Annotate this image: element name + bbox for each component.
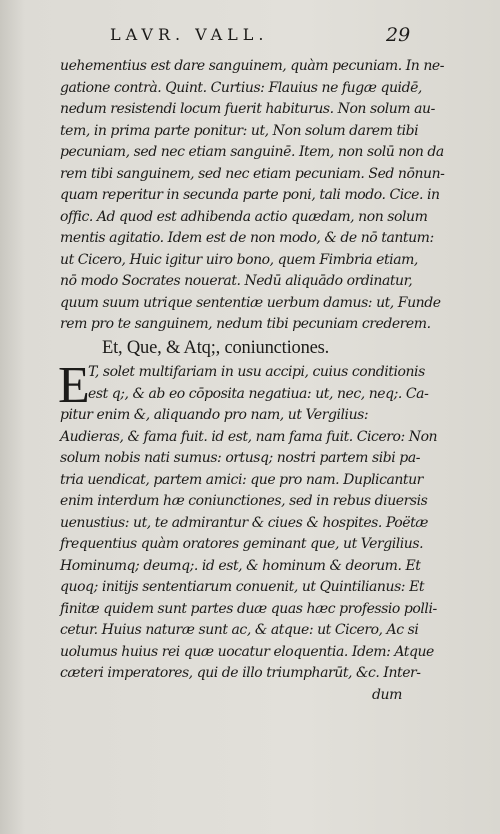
text-line: T, solet multifariam in usu accipi, cuius conditionis [88, 364, 425, 380]
paragraph-1 [60, 56, 445, 336]
text-line: est q;, & ab eo cōposita negatiua: ut, nec, neq;. Ca- [88, 385, 429, 402]
text-line: uolumus huius rei quæ uocatur eloquentia. Idem: Atque [60, 643, 434, 660]
text-line: quum suum utrique sententiæ uerbum damus: ut, Funde [60, 294, 441, 311]
paragraph-2 [58, 357, 442, 706]
text-line: gatione contrà. Quint. Curtius: Flauius ne fugæ quidē, [60, 79, 422, 96]
page-number: 29 [386, 24, 411, 46]
text-line: offic. Ad quod est adhibenda actio quædam, non solum [60, 208, 428, 225]
text-line: tria uendicat, partem amici: que pro nam. Duplicantur [60, 471, 423, 488]
drop-capital: E [58, 357, 90, 414]
text-line: rem pro te sanguinem, nedum tibi pecuniam crederem. [60, 316, 431, 332]
text-line: frequentius quàm oratores geminant que, ut Vergilius. [60, 536, 424, 552]
text-line: mentis agitatio. Idem est de non modo, & de nō tantum: [60, 230, 434, 246]
text-line: pitur enim &, aliquando pro nam, ut Vergilius: [60, 407, 369, 423]
text-line: rem tibi sanguinem, sed nec etiam pecuniam. Sed nōnun- [60, 165, 445, 182]
text-line: cæteri imperatores, qui de illo triumpharūt, &c. Inter- [60, 665, 421, 681]
text-line: tem, in prima parte ponitur: ut, Non solum darem tibi [60, 122, 419, 139]
running-head: LAVR. VALL. [110, 25, 269, 44]
text-line: quam reperitur in secunda parte poni, tali modo. Cice. in [60, 187, 440, 203]
text-line: pecuniam, sed nec etiam sanguinē. Item, non solū non da [60, 144, 444, 160]
text-line: cetur. Huius naturæ sunt ac, & atque: ut Cicero, Ac si [60, 622, 419, 638]
text-line: uenustius: ut, te admirantur & ciues & hospites. Poëtæ [60, 514, 428, 531]
text-line: ut Cicero, Huic igitur uiro bono, quem Fimbria etiam, [60, 251, 418, 268]
text-line: Hominumq; deumq;. id est, & hominum & deorum. Et [60, 557, 421, 574]
text-line: quoq; initijs sententiarum conuenit, ut Quintilianus: Et [60, 579, 425, 595]
text-line: Audieras, & fama fuit. id est, nam fama fuit. Cicero: Non [60, 428, 438, 445]
text-line: solum nobis nati sumus: ortusq; nostri partem sibi pa- [60, 450, 420, 466]
text-line: nō modo Socrates nouerat. Nedū aliquādo ordinatur, [60, 273, 413, 289]
text-line: enim interdum hæ coniunctiones, sed in rebus diuersis [60, 493, 428, 509]
text-line: uehementius est dare sanguinem, quàm pecuniam. In ne- [60, 58, 445, 74]
section-heading: Et, Que, & Atq;, coniunctiones. [102, 337, 330, 358]
catchword: dum [372, 686, 402, 703]
text-line: nedum resistendi locum fuerit habiturus. Non solum au- [60, 101, 435, 117]
text-block [58, 56, 445, 706]
text-line: finitæ quidem sunt partes duæ quas hæc professio polli- [60, 600, 437, 617]
